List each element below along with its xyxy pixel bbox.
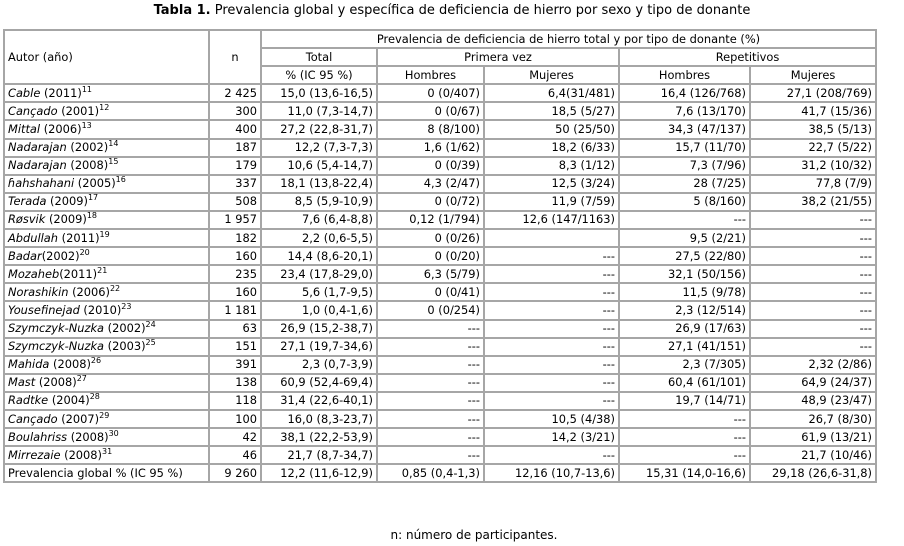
n-cell: 235 bbox=[209, 265, 261, 283]
first-women-cell: 12,6 (147/1163) bbox=[484, 211, 619, 229]
n-cell: 508 bbox=[209, 193, 261, 211]
n-cell: 1 181 bbox=[209, 301, 261, 319]
table-row bbox=[4, 193, 876, 211]
author-name: Abdullah bbox=[8, 230, 59, 245]
first-men-cell: 0 (0/254) bbox=[377, 301, 484, 319]
repeat-women-cell: 48,9 (23/47) bbox=[750, 392, 876, 410]
reference-number: 18 bbox=[86, 211, 98, 221]
author-name: Yousefinejad bbox=[8, 302, 80, 317]
summary-first-men: 0,85 (0,4-1,3) bbox=[377, 464, 484, 482]
repeat-women-cell: 31,2 (10/32) bbox=[750, 157, 876, 175]
first-men-cell: --- bbox=[377, 338, 484, 356]
author-name: Terada bbox=[8, 194, 47, 209]
first-women-cell: --- bbox=[484, 374, 619, 392]
total-cell: 1,0 (0,4-1,6) bbox=[261, 301, 377, 319]
repeat-women-cell: --- bbox=[750, 247, 876, 265]
reference-number: 12 bbox=[99, 103, 110, 113]
author-year: (2002) bbox=[66, 140, 109, 155]
repeat-women-cell: 38,5 (5/13) bbox=[750, 120, 876, 138]
author-name: Badar bbox=[8, 248, 42, 263]
author-cell bbox=[4, 211, 209, 229]
reference-number: 30 bbox=[108, 428, 119, 438]
author-name: Mahida bbox=[8, 357, 50, 372]
first-women-cell: --- bbox=[484, 301, 619, 319]
author-year: (2001) bbox=[57, 103, 100, 118]
total-cell: 11,0 (7,3-14,7) bbox=[261, 102, 377, 120]
author-name: Mast bbox=[8, 375, 36, 390]
author-cell bbox=[4, 247, 209, 265]
repeat-women-cell: --- bbox=[750, 338, 876, 356]
author-cell bbox=[4, 356, 209, 374]
table-row bbox=[4, 157, 876, 175]
author-name: Nadarajan bbox=[8, 158, 67, 173]
summary-repeat-men: 15,31 (14,0-16,6) bbox=[619, 464, 750, 482]
caption-text: Prevalencia global y específica de deficiencia de hierro por sexo y tipo de donante bbox=[214, 3, 751, 18]
first-women-cell: 14,2 (3/21) bbox=[484, 428, 619, 446]
total-cell: 18,1 (13,8-22,4) bbox=[261, 175, 377, 193]
author-name: Cable bbox=[8, 85, 41, 100]
author-name: Boulahriss bbox=[8, 429, 68, 444]
reference-number: 31 bbox=[102, 446, 113, 456]
header-author: Autor (año) bbox=[4, 30, 209, 84]
n-cell: 118 bbox=[209, 392, 261, 410]
total-cell: 5,6 (1,7-9,5) bbox=[261, 283, 377, 301]
total-cell: 21,7 (8,7-34,7) bbox=[261, 446, 377, 464]
reference-number: 16 bbox=[115, 175, 126, 185]
author-year: (2002) bbox=[104, 321, 146, 336]
total-cell: 15,0 (13,6-16,5) bbox=[261, 84, 377, 102]
n-cell: 400 bbox=[209, 120, 261, 138]
n-cell: 42 bbox=[209, 428, 261, 446]
table-row bbox=[4, 102, 876, 120]
table-row bbox=[4, 374, 876, 392]
repeat-men-cell: 15,7 (11/70) bbox=[619, 139, 750, 157]
author-name: Cançado bbox=[8, 103, 58, 118]
header-repeat-men: Hombres bbox=[619, 66, 750, 84]
total-cell: 60,9 (52,4-69,4) bbox=[261, 374, 377, 392]
author-cell bbox=[4, 410, 209, 428]
author-name: Mozaheb bbox=[8, 266, 60, 281]
author-name: Mirrezaie bbox=[8, 447, 61, 462]
repeat-men-cell: 27,1 (41/151) bbox=[619, 338, 750, 356]
reference-number: 20 bbox=[79, 247, 90, 257]
table-row bbox=[4, 338, 876, 356]
table-row bbox=[4, 428, 876, 446]
author-year: (2011) bbox=[58, 230, 100, 245]
summary-repeat-women: 29,18 (26,6-31,8) bbox=[750, 464, 876, 482]
reference-number: 21 bbox=[97, 265, 108, 275]
n-cell: 151 bbox=[209, 338, 261, 356]
first-women-cell: --- bbox=[484, 283, 619, 301]
reference-number: 25 bbox=[145, 338, 156, 348]
reference-number: 15 bbox=[108, 157, 119, 167]
first-men-cell: 0 (0/407) bbox=[377, 84, 484, 102]
repeat-women-cell: 41,7 (15/36) bbox=[750, 102, 876, 120]
author-cell bbox=[4, 374, 209, 392]
summary-row bbox=[4, 464, 876, 482]
first-men-cell: --- bbox=[377, 428, 484, 446]
first-men-cell: --- bbox=[377, 374, 484, 392]
total-cell: 38,1 (22,2-53,9) bbox=[261, 428, 377, 446]
n-cell: 63 bbox=[209, 320, 261, 338]
n-cell: 2 425 bbox=[209, 84, 261, 102]
first-women-cell: 8,3 (1/12) bbox=[484, 157, 619, 175]
repeat-men-cell: 19,7 (14/71) bbox=[619, 392, 750, 410]
summary-first-women: 12,16 (10,7-13,6) bbox=[484, 464, 619, 482]
repeat-men-cell: 60,4 (61/101) bbox=[619, 374, 750, 392]
table-row bbox=[4, 392, 876, 410]
total-cell: 14,4 (8,6-20,1) bbox=[261, 247, 377, 265]
repeat-women-cell: --- bbox=[750, 301, 876, 319]
first-men-cell: 0 (0/72) bbox=[377, 193, 484, 211]
author-year: (2008) bbox=[66, 158, 109, 173]
author-cell bbox=[4, 84, 209, 102]
repeat-men-cell: 7,6 (13/170) bbox=[619, 102, 750, 120]
reference-number: 24 bbox=[145, 320, 156, 330]
header-n: n bbox=[209, 30, 261, 84]
repeat-women-cell: --- bbox=[750, 265, 876, 283]
first-men-cell: --- bbox=[377, 446, 484, 464]
repeat-men-cell: 11,5 (9/78) bbox=[619, 283, 750, 301]
prevalence-table bbox=[3, 29, 877, 483]
first-women-cell bbox=[484, 229, 619, 247]
n-cell: 160 bbox=[209, 283, 261, 301]
total-cell: 12,2 (7,3-7,3) bbox=[261, 139, 377, 157]
author-year: (2009) bbox=[46, 194, 88, 209]
table-row bbox=[4, 84, 876, 102]
repeat-women-cell: 26,7 (8/30) bbox=[750, 410, 876, 428]
repeat-men-cell: 28 (7/25) bbox=[619, 175, 750, 193]
total-cell: 2,2 (0,6-5,5) bbox=[261, 229, 377, 247]
first-men-cell: --- bbox=[377, 392, 484, 410]
table-body bbox=[4, 84, 876, 464]
author-year: (2003) bbox=[104, 339, 146, 354]
first-women-cell: --- bbox=[484, 320, 619, 338]
first-men-cell: 0 (0/26) bbox=[377, 229, 484, 247]
first-women-cell: --- bbox=[484, 247, 619, 265]
first-men-cell: --- bbox=[377, 410, 484, 428]
total-cell: 26,9 (15,2-38,7) bbox=[261, 320, 377, 338]
table-row bbox=[4, 446, 876, 464]
footnote: n: número de participantes. bbox=[390, 528, 558, 542]
total-cell: 7,6 (6,4-8,8) bbox=[261, 211, 377, 229]
author-cell bbox=[4, 428, 209, 446]
n-cell: 138 bbox=[209, 374, 261, 392]
repeat-men-cell: 32,1 (50/156) bbox=[619, 265, 750, 283]
reference-number: 13 bbox=[81, 121, 92, 131]
first-women-cell: 10,5 (4/38) bbox=[484, 410, 619, 428]
author-cell bbox=[4, 120, 209, 138]
author-cell bbox=[4, 320, 209, 338]
author-name: Norashikin bbox=[8, 284, 69, 299]
repeat-women-cell: 2,32 (2/86) bbox=[750, 356, 876, 374]
repeat-women-cell: 27,1 (208/769) bbox=[750, 84, 876, 102]
reference-number: 28 bbox=[89, 392, 100, 402]
repeat-women-cell: --- bbox=[750, 320, 876, 338]
author-cell bbox=[4, 283, 209, 301]
repeat-men-cell: 27,5 (22/80) bbox=[619, 247, 750, 265]
author-year: (2008) bbox=[60, 447, 102, 462]
author-name: Cançado bbox=[8, 411, 58, 426]
repeat-men-cell: 5 (8/160) bbox=[619, 193, 750, 211]
reference-number: 11 bbox=[81, 85, 93, 95]
first-women-cell: 12,5 (3/24) bbox=[484, 175, 619, 193]
author-cell bbox=[4, 338, 209, 356]
n-cell: 182 bbox=[209, 229, 261, 247]
author-name: Nadarajan bbox=[8, 140, 67, 155]
reference-number: 19 bbox=[99, 229, 110, 239]
author-name: Szymczyk-Nuzka bbox=[8, 321, 105, 336]
repeat-women-cell: 61,9 (13/21) bbox=[750, 428, 876, 446]
first-women-cell: --- bbox=[484, 265, 619, 283]
author-year: (2009) bbox=[45, 212, 87, 227]
author-cell bbox=[4, 102, 209, 120]
author-year: (2008) bbox=[49, 357, 91, 372]
first-women-cell: --- bbox=[484, 392, 619, 410]
first-women-cell: 50 (25/50) bbox=[484, 120, 619, 138]
table-row bbox=[4, 211, 876, 229]
n-cell: 100 bbox=[209, 410, 261, 428]
n-cell: 337 bbox=[209, 175, 261, 193]
repeat-men-cell: --- bbox=[619, 446, 750, 464]
repeat-women-cell: 38,2 (21/55) bbox=[750, 193, 876, 211]
first-women-cell: 18,2 (6/33) bbox=[484, 139, 619, 157]
header-repeat-women: Mujeres bbox=[750, 66, 876, 84]
first-women-cell: 11,9 (7/59) bbox=[484, 193, 619, 211]
reference-number: 26 bbox=[90, 356, 102, 366]
caption-label: Tabla 1. bbox=[153, 3, 211, 18]
repeat-women-cell: 64,9 (24/37) bbox=[750, 374, 876, 392]
first-men-cell: 0 (0/67) bbox=[377, 102, 484, 120]
first-women-cell: --- bbox=[484, 338, 619, 356]
summary-total: 12,2 (11,6-12,9) bbox=[261, 464, 377, 482]
author-name: Røsvik bbox=[8, 212, 46, 227]
first-men-cell: 8 (8/100) bbox=[377, 120, 484, 138]
repeat-women-cell: 21,7 (10/46) bbox=[750, 446, 876, 464]
reference-number: 22 bbox=[109, 284, 121, 294]
header-first-women: Mujeres bbox=[484, 66, 619, 84]
repeat-men-cell: 2,3 (7/305) bbox=[619, 356, 750, 374]
summary-n: 9 260 bbox=[209, 464, 261, 482]
summary-label: Prevalencia global % (IC 95 %) bbox=[4, 464, 209, 482]
first-men-cell: 0 (0/20) bbox=[377, 247, 484, 265]
first-men-cell: 4,3 (2/47) bbox=[377, 175, 484, 193]
first-women-cell: --- bbox=[484, 446, 619, 464]
first-men-cell: --- bbox=[377, 320, 484, 338]
repeat-men-cell: 16,4 (126/768) bbox=[619, 84, 750, 102]
table-row bbox=[4, 120, 876, 138]
first-women-cell: 18,5 (5/27) bbox=[484, 102, 619, 120]
author-year: (2011) bbox=[59, 266, 98, 281]
total-cell: 31,4 (22,6-40,1) bbox=[261, 392, 377, 410]
table-row bbox=[4, 320, 876, 338]
repeat-men-cell: 2,3 (12/514) bbox=[619, 301, 750, 319]
n-cell: 1 957 bbox=[209, 211, 261, 229]
author-year: (2008) bbox=[35, 375, 77, 390]
header-first-time: Primera vez bbox=[377, 48, 619, 66]
table-row bbox=[4, 139, 876, 157]
table-caption bbox=[0, 2, 904, 20]
author-cell bbox=[4, 139, 209, 157]
author-cell bbox=[4, 193, 209, 211]
header-total: Total bbox=[261, 48, 377, 66]
n-cell: 187 bbox=[209, 139, 261, 157]
author-year: (2004) bbox=[48, 393, 90, 408]
total-cell: 2,3 (0,7-3,9) bbox=[261, 356, 377, 374]
total-cell: 10,6 (5,4-14,7) bbox=[261, 157, 377, 175]
reference-number: 27 bbox=[76, 374, 87, 384]
author-cell bbox=[4, 265, 209, 283]
author-cell bbox=[4, 229, 209, 247]
table-row bbox=[4, 301, 876, 319]
author-name: ɦahshahani bbox=[8, 176, 75, 191]
repeat-men-cell: 7,3 (7/96) bbox=[619, 157, 750, 175]
table-row bbox=[4, 265, 876, 283]
table-row bbox=[4, 175, 876, 193]
author-year: (2002) bbox=[41, 248, 80, 263]
reference-number: 17 bbox=[87, 193, 99, 203]
first-men-cell: --- bbox=[377, 356, 484, 374]
author-year: (2011) bbox=[40, 85, 82, 100]
total-cell: 27,1 (19,7-34,6) bbox=[261, 338, 377, 356]
table-row bbox=[4, 247, 876, 265]
total-cell: 16,0 (8,3-23,7) bbox=[261, 410, 377, 428]
n-cell: 179 bbox=[209, 157, 261, 175]
first-men-cell: 0,12 (1/794) bbox=[377, 211, 484, 229]
author-year: (2008) bbox=[67, 429, 109, 444]
author-year: (2005) bbox=[74, 176, 116, 191]
n-cell: 300 bbox=[209, 102, 261, 120]
author-name: Szymczyk-Nuzka bbox=[8, 339, 105, 354]
repeat-men-cell: 26,9 (17/63) bbox=[619, 320, 750, 338]
n-cell: 391 bbox=[209, 356, 261, 374]
author-year: (2006) bbox=[40, 122, 82, 137]
repeat-men-cell: --- bbox=[619, 410, 750, 428]
table-row bbox=[4, 410, 876, 428]
author-name: Mittal bbox=[8, 122, 41, 137]
repeat-women-cell: 77,8 (7/9) bbox=[750, 175, 876, 193]
repeat-women-cell: --- bbox=[750, 283, 876, 301]
header-repeat: Repetitivos bbox=[619, 48, 876, 66]
author-cell bbox=[4, 175, 209, 193]
author-cell bbox=[4, 157, 209, 175]
author-cell bbox=[4, 301, 209, 319]
first-men-cell: 1,6 (1/62) bbox=[377, 139, 484, 157]
header-group: Prevalencia de deficiencia de hierro total y por tipo de donante (%) bbox=[261, 30, 876, 48]
author-year: (2007) bbox=[57, 411, 100, 426]
reference-number: 23 bbox=[121, 302, 132, 312]
table-row bbox=[4, 283, 876, 301]
reference-number: 29 bbox=[99, 410, 110, 420]
table-row bbox=[4, 356, 876, 374]
repeat-women-cell: --- bbox=[750, 211, 876, 229]
n-cell: 46 bbox=[209, 446, 261, 464]
author-year: (2006) bbox=[68, 284, 110, 299]
repeat-women-cell: 22,7 (5/22) bbox=[750, 139, 876, 157]
repeat-men-cell: --- bbox=[619, 428, 750, 446]
first-men-cell: 0 (0/41) bbox=[377, 283, 484, 301]
first-men-cell: 6,3 (5/79) bbox=[377, 265, 484, 283]
table-row bbox=[4, 229, 876, 247]
repeat-women-cell: --- bbox=[750, 229, 876, 247]
total-cell: 23,4 (17,8-29,0) bbox=[261, 265, 377, 283]
first-women-cell: 6,4(31/481) bbox=[484, 84, 619, 102]
first-men-cell: 0 (0/39) bbox=[377, 157, 484, 175]
author-cell bbox=[4, 392, 209, 410]
total-cell: 8,5 (5,9-10,9) bbox=[261, 193, 377, 211]
n-cell: 160 bbox=[209, 247, 261, 265]
header-ci: % (IC 95 %) bbox=[261, 66, 377, 84]
reference-number: 14 bbox=[108, 139, 119, 149]
author-year: (2010) bbox=[79, 302, 122, 317]
repeat-men-cell: --- bbox=[619, 211, 750, 229]
author-name: Radtke bbox=[8, 393, 49, 408]
total-cell: 27,2 (22,8-31,7) bbox=[261, 120, 377, 138]
repeat-men-cell: 9,5 (2/21) bbox=[619, 229, 750, 247]
repeat-men-cell: 34,3 (47/137) bbox=[619, 120, 750, 138]
header-first-men: Hombres bbox=[377, 66, 484, 84]
first-women-cell: --- bbox=[484, 356, 619, 374]
author-cell bbox=[4, 446, 209, 464]
